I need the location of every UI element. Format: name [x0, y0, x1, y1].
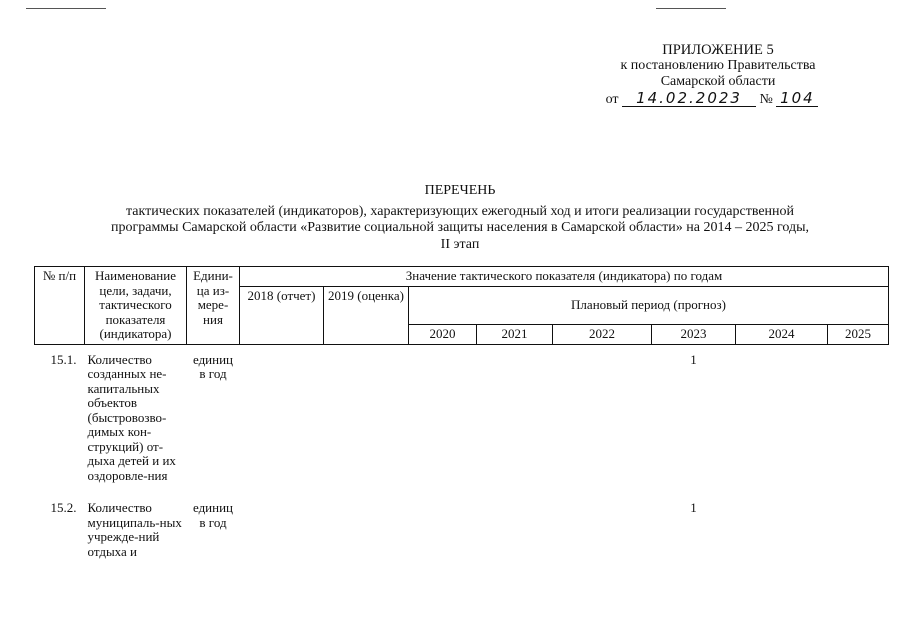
- cell-2022: [553, 344, 652, 483]
- table-row: [35, 344, 889, 483]
- annex-date-line: [592, 90, 832, 108]
- row-unit: единиц в год: [192, 500, 234, 530]
- heading-title: ПЕРЕЧЕНЬ: [424, 183, 496, 198]
- scan-edge-mark: [26, 8, 106, 9]
- annex-block: [598, 42, 838, 108]
- header-2024: 2024: [736, 325, 828, 345]
- date-prefix: от: [605, 92, 619, 107]
- header-2019: 2019 (оценка): [324, 286, 409, 344]
- number-prefix: №: [759, 92, 773, 107]
- document-heading: [40, 183, 880, 253]
- header-2021: 2021: [477, 325, 553, 345]
- header-2023: 2023: [652, 325, 736, 345]
- header-values: Значение тактического показателя (индикатора) по годам: [240, 267, 889, 287]
- handwritten-date: 14.02.2023: [622, 90, 756, 107]
- annex-title: ПРИЛОЖЕНИЕ 5: [662, 42, 774, 58]
- annex-line: Самарской области: [660, 74, 776, 89]
- heading-line: тактических показателей (индикаторов), характеризующих ежегодный ход и итоги реализации государственной: [125, 203, 795, 219]
- cell-2023: 1: [690, 500, 697, 515]
- cell-2021: [477, 483, 553, 559]
- heading-line: II этап: [440, 236, 480, 252]
- indicators-table: [34, 266, 889, 559]
- header-name: Наименование цели, задачи, тактического показателя (индикатора): [85, 267, 187, 345]
- header-2018: 2018 (отчет): [240, 286, 324, 344]
- header-2025: 2025: [828, 325, 889, 345]
- row-name: Количество созданных не-капитальных объектов (быстровозво-димых кон-струкций) от-дыха детей и их оздоровле-ния: [87, 351, 176, 483]
- header-num: № п/п: [35, 267, 85, 345]
- annex-line: к постановлению Правительства: [620, 58, 816, 73]
- cell-2019: [324, 483, 409, 559]
- table-row: [35, 483, 889, 559]
- cell-2018: [240, 344, 324, 483]
- scan-edge-mark: [656, 8, 726, 9]
- row-name: Количество муниципаль-ных учрежде-ний отдыха и: [87, 500, 182, 559]
- heading-line: программы Самарской области «Развитие социальной защиты населения в Самарской области» на 2014 – 2025 годы,: [111, 220, 809, 235]
- indicators-table-wrap: [34, 266, 889, 559]
- cell-2020: [409, 344, 477, 483]
- cell-2021: [477, 344, 553, 483]
- row-num: 15.1.: [50, 351, 77, 367]
- cell-2020: [409, 483, 477, 559]
- header-plan: Плановый период (прогноз): [409, 286, 889, 325]
- cell-2019: [324, 344, 409, 483]
- cell-2024: [736, 483, 828, 559]
- cell-2022: [553, 483, 652, 559]
- cell-2023: 1: [690, 351, 697, 367]
- header-unit: Едини-ца из-мере-ния: [187, 267, 240, 345]
- row-num: 15.2.: [50, 500, 77, 515]
- row-unit: единиц в год: [192, 351, 234, 381]
- cell-2024: [736, 344, 828, 483]
- cell-2025: [828, 344, 889, 483]
- header-2022: 2022: [553, 325, 652, 345]
- cell-2018: [240, 483, 324, 559]
- handwritten-number: 104: [776, 90, 818, 107]
- cell-2025: [828, 483, 889, 559]
- header-2020: 2020: [409, 325, 477, 345]
